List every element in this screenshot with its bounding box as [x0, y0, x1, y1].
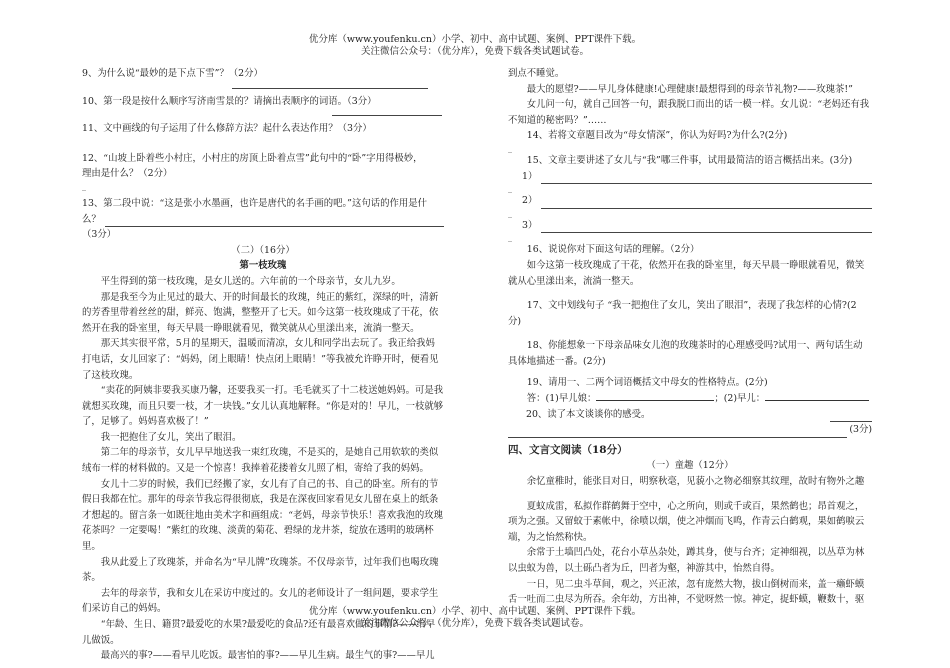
blank-dash: _	[82, 181, 86, 191]
paragraph: 我一把抱住了女儿，笑出了眼泪。	[100, 431, 242, 443]
header-line-1: 优分库（www.youfenku.cn）小学、初中、高中试题、案例、PPT课件下载。	[308, 606, 642, 617]
question-17: 17、文中划线句子 “我一把抱住了女儿，笑出了眼泪”，表现了我怎样的心情?(2	[526, 300, 857, 312]
classical-paragraph: 余常于土墙凹凸处，花台小草丛杂处，蹲其身，使与台齐；定神细视，以丛草为林以虫蚁为兽，以土砾凸者为丘，凹者为壑，神游其中，怡然自得。	[508, 547, 865, 575]
question-20: 20、读了本文谈谈你的感受。	[508, 407, 872, 423]
question-18-cont: 具体地描述一番。(2分)	[508, 355, 606, 367]
question-13-score: （3分）	[82, 229, 117, 241]
paragraph: 女儿问一句，就自己回答一句，跟我脱口而出的话一模一样。女儿说：“老妈还有我不知道的秘密吗？”……	[508, 99, 870, 126]
question-19: 19、请用一、二两个词语概括文中母女的性格特点。(2分)	[526, 376, 768, 388]
blank-dash: _	[508, 233, 512, 243]
paragraph: 那是我至今为止见过的最大、开的时间最长的玫瑰，纯正的紫红，深绿的叶，清新的芳香里带着丝丝的甜，鲜亮、饱满，整整开了七天。如今这第一枝玫瑰成了干花，依然开在我的卧室里，每天早晨一睁眼就看见，微笑就从心里漾出来，流淌一整天。	[82, 291, 439, 334]
article-title: 第一枝玫瑰	[239, 260, 287, 272]
answer-1: 1）	[508, 169, 872, 185]
answer-line[interactable]	[508, 426, 847, 438]
paragraph: 去年的母亲节，我和女儿在采访中度过的。女儿的老师设计了一组问题，要求学生们采访自己的妈妈。	[82, 587, 439, 615]
answer-line[interactable]	[541, 172, 872, 184]
header-line-2: 关注微信公众号：（优分库），免费下载各类试题试卷。	[360, 618, 589, 629]
question-11: 11、文中画线的句子运用了什么修辞方法？起什么表达作用？（3分）	[82, 123, 372, 135]
question-15: 15、文章主要讲述了女儿与“我”哪三件事，试用最简洁的语言概括出来。(3分)	[526, 154, 853, 166]
answer-3: 3）	[508, 218, 872, 234]
paragraph: “年龄、生日、籍贯?最爱吃的水果?最爱吃的食品?还有最喜欢做的事情?——给早儿做饭。	[82, 619, 436, 646]
answer-blank[interactable]	[596, 390, 714, 401]
paragraph: 到点不睡觉。	[508, 68, 565, 79]
question-17-cont: 分)	[508, 315, 522, 327]
paragraph: 第二年的母亲节，女儿早早地送我一束红玫瑰，不是买的，是她自己用软软的类似绒布一样的材料做的。又是一个惊喜！我捧着花搂着女儿照了相，寄给了我的妈妈。	[82, 447, 439, 475]
answer-line[interactable]	[541, 221, 872, 233]
question-19-answer: 答：(1)早儿娘： ；(2)早儿：	[508, 390, 872, 407]
answer-line[interactable]	[830, 410, 872, 422]
paragraph: 女儿十二岁的时候，我们已经搬了家，女儿有了自己的书、自己的卧室。所有的节假日我都在忙。那年的母亲节我忘得很彻底，我是在深夜回家看见女儿留在桌上的纸条才想起的。留言条一如既往地由美术字和画组成：“老妈，母亲节快乐！喜欢我泡的玫瑰花茶吗？一定要喝！”紫红的玫瑰、淡黄的菊花、碧绿的龙井茶，绽放在透明的玻璃杯里。	[82, 478, 444, 553]
blank-dash: _	[508, 208, 512, 218]
paragraph: 最大的愿望?——早儿身体健康!心理健康!最想得到的母亲节礼物?——玫瑰茶!”	[526, 83, 853, 95]
page-header-bottom	[0, 606, 950, 630]
question-13-line: 么？	[82, 212, 444, 228]
question-12-cont: 理由是什么？（2分）	[82, 168, 173, 180]
classical-paragraph: 夏蚊成雷，私拟作群鹤舞于空中，心之所向，则或千或百，果然鹤也；昂首观之，项为之强。又留蚊于素帐中，徐喷以烟，使之冲烟而飞鸣，作青云白鹤观，果如鹤唳云端，为之怡然称快。	[508, 500, 865, 543]
answer-line[interactable]	[541, 197, 872, 209]
blank-dash: _	[508, 143, 512, 153]
question-20-line: (3分)	[508, 422, 872, 438]
header-line-1: 优分库（www.youfenku.cn）小学、初中、高中试题、案例、PPT课件下载。	[308, 34, 642, 45]
classical-paragraph: 余忆童稚时，能张目对日，明察秋毫，见藐小之物必细察其纹理，故时有物外之趣	[526, 476, 865, 488]
paragraph: 我从此爱上了玫瑰茶，并命名为“早儿牌”玫瑰茶。不仅母亲节，过年我们也喝玫瑰茶。	[82, 556, 439, 584]
header-line-2: 关注微信公众号：（优分库），免费下载各类试题试卷。	[360, 46, 589, 57]
answer-2: 2）	[508, 193, 872, 209]
part-2-heading: （二）（16分）	[231, 244, 295, 256]
question-10: 10、第一段是按什么顺序写济南雪景的？请摘出表顺序的词语。（3分）	[82, 95, 377, 107]
classical-paragraph: 一日，见二虫斗草间，观之，兴正浓，忽有庞然大物，拔山倒树而来，盖一癞虾蟆舌一吐而二虫尽为所吞。余年幼，方出神，不觉呀然一惊。神定，捉虾蟆，鞭数十，驱	[508, 578, 865, 606]
answer-line[interactable]	[332, 109, 442, 116]
question-12: 12、“山坡上卧着些小村庄，小村庄的房顶上卧着点雪”此句中的“卧”字用得极妙，	[82, 152, 423, 164]
paragraph: 平生得到的第一枝玫瑰，是女儿送的。六年前的一个母亲节，女儿九岁。	[100, 275, 401, 287]
section-4-heading: 四、文言文阅读（18分）	[508, 443, 628, 456]
question-16: 16、说说你对下面这句话的理解。（2分）	[526, 244, 700, 256]
answer-line[interactable]	[105, 215, 444, 227]
blank-dash: _	[508, 184, 512, 194]
question-9: 9、为什么说“最妙的是下点下雪”？（2分）	[82, 68, 263, 79]
paragraph: 最高兴的事?——看早儿吃饭。最害怕的事?——早儿生病。最生气的事?——早儿	[100, 650, 435, 662]
question-13: 13、第二段中说：“这是张小水墨画，也许是唐代的名手画的吧。”这句话的作用是什	[82, 197, 427, 209]
question-18: 18、你能想象一下母亲品味女儿泡的玫瑰茶时的心理感受吗?试用一、两句话生动	[526, 340, 863, 352]
part-1-heading: （一）童趣（12分）	[646, 460, 734, 472]
paragraph: 那天其实很平常，5月的星期天，温暖而清凉，女儿和同学出去玩了。我正给我妈打电话，女儿回家了：“妈妈，闭上眼睛！快点闭上眼睛！”等我被允许睁开时，便看见了这枝玫瑰。	[82, 338, 439, 381]
paragraph: “卖花的阿姨非要我买康乃馨，还要我买一打。毛毛就买了十二枝送她妈妈。可是我就想买玫瑰，而且只要一枝，才一块钱。”女儿认真地解释。“你是对的！早儿，一枝就够了，足够了。妈妈喜欢极了！”	[82, 385, 444, 428]
answer-line[interactable]	[232, 82, 428, 89]
quoted-sentence: 如今这第一枝玫瑰成了干花，依然开在我的卧室里，每天早晨一睁眼就看见，微笑就从心里漾出来，流淌一整天。	[508, 259, 865, 287]
left-column	[82, 66, 444, 664]
question-14: 14、若将文章题目改为“母女情深”，你认为好吗?为什么?(2分)	[526, 130, 788, 142]
answer-blank[interactable]	[765, 390, 869, 401]
page-header-top	[0, 34, 950, 58]
right-column	[508, 66, 872, 608]
